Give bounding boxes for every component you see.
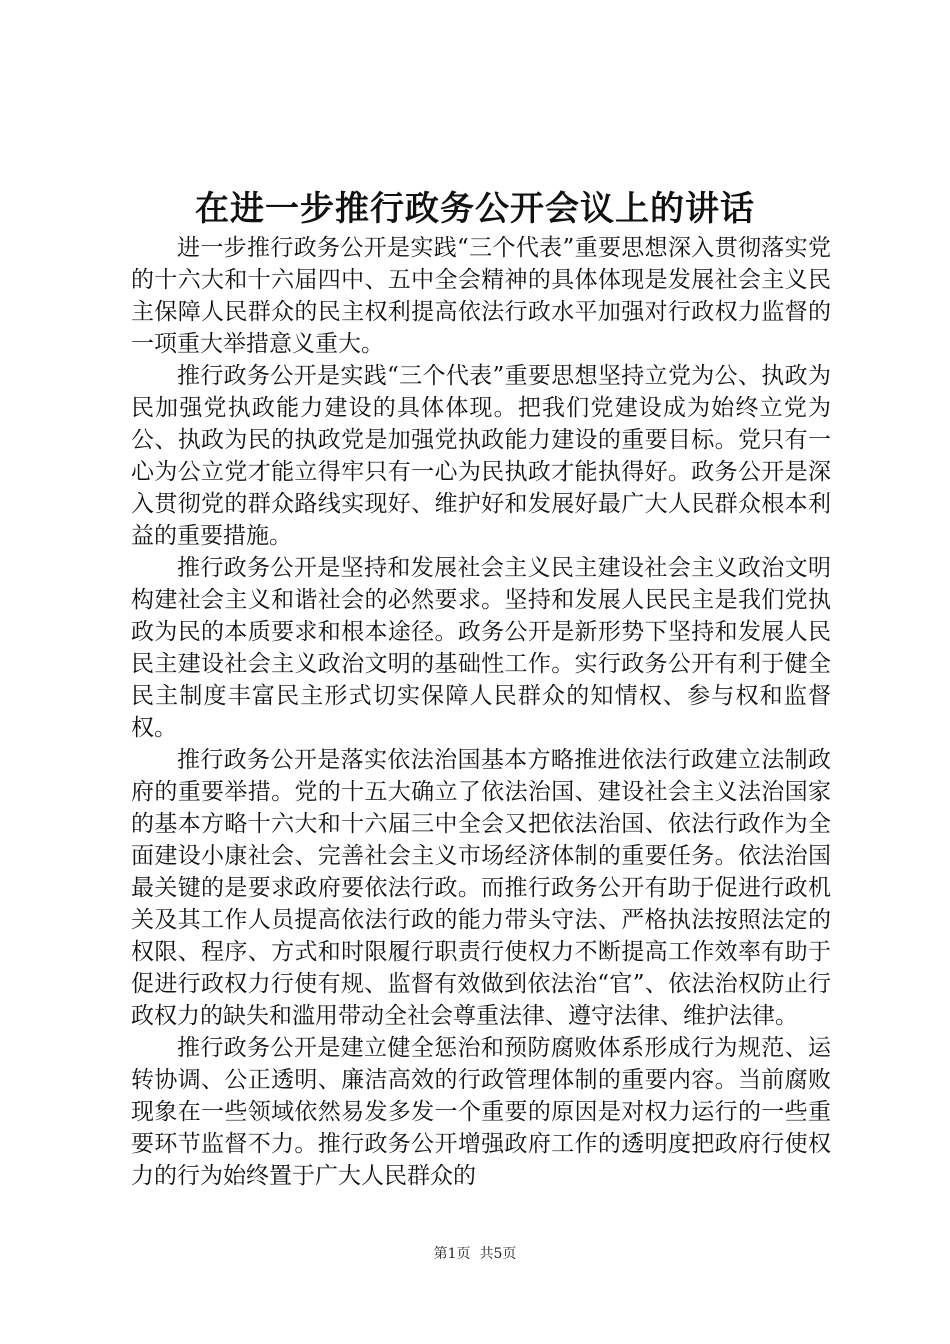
page-total: 共5页 <box>479 1246 517 1262</box>
page-footer <box>0 1244 950 1264</box>
document-title: 在进一步推行政务公开会议上的讲话 <box>195 189 755 229</box>
paragraph: 推行政务公开是落实依法治国基本方略推进依法行政建立法制政府的重要举措。党的十五大确立了依法治国、建设社会主义法治国家的基本方略十六大和十六届三中全会又把依法治国、依法行政作为全面建设小康社会、完善社会主义市场经济体制的重要任务。依法治国最关键的是要求政府要依法行政。而推行政务公开有助于促进行政机关及其工作人员提高依法行政的能力带头守法、严格执法按照法定的权限、程序、方式和时限履行职责行使权力不断提高工作效率有助于促进行政权力行使有规、监督有效做到依法治“官”、依法治权防止行政权力的缺失和滥用带动全社会尊重法律、遵守法律、维护法律。 <box>131 747 831 1029</box>
paragraph: 推行政务公开是坚持和发展社会主义民主建设社会主义政治文明构建社会主义和谐社会的必然要求。坚持和发展人民民主是我们党执政为民的本质要求和根本途径。政务公开是新形势下坚持和发展人民民主建设社会主义政治文明的基础性工作。实行政务公开有利于健全民主制度丰富民主形式切实保障人民群众的知情权、参与权和监督权。 <box>131 555 831 741</box>
paragraph: 推行政务公开是实践“三个代表”重要思想坚持立党为公、执政为民加强党执政能力建设的具体体现。把我们党建设成为始终立党为公、执政为民的执政党是加强党执政能力建设的重要目标。党只有一心为公立党才能立得牢只有一心为民执政才能执得好。政务公开是深入贯彻党的群众路线实现好、维护好和发展好最广大人民群众根本利益的重要措施。 <box>131 363 831 549</box>
document-body <box>131 232 831 1192</box>
page-number: 第1页 <box>433 1246 471 1262</box>
paragraph: 进一步推行政务公开是实践“三个代表”重要思想深入贯彻落实党的十六大和十六届四中、五中全会精神的具体体现是发展社会主义民主保障人民群众的民主权利提高依法行政水平加强对行政权力监督的一项重大举措意义重大。 <box>131 235 831 357</box>
paragraph: 推行政务公开是建立健全惩治和预防腐败体系形成行为规范、运转协调、公正透明、廉洁高效的行政管理体制的重要内容。当前腐败现象在一些领域依然易发多发一个重要的原因是对权力运行的一些重要环节监督不力。推行政务公开增强政府工作的透明度把政府行使权力的行为始终置于广大人民群众的 <box>131 1035 831 1189</box>
